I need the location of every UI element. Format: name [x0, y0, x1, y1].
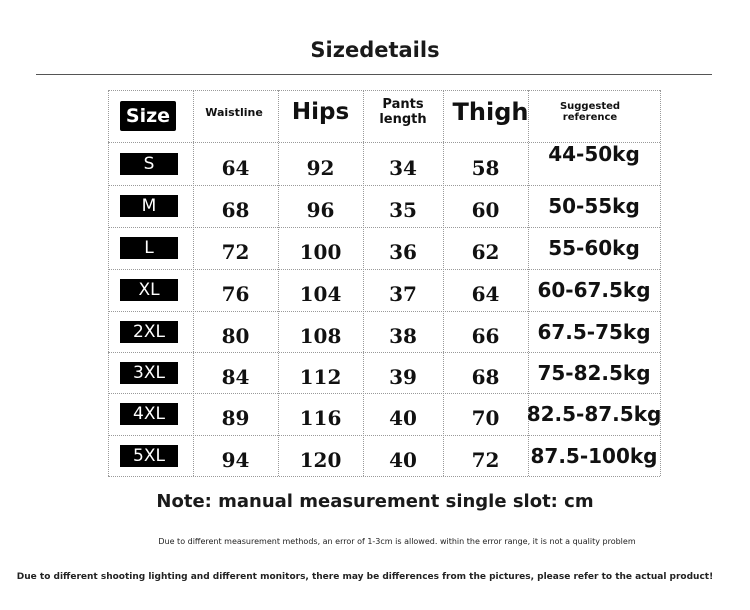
cell-waistline: 89 — [221, 406, 250, 430]
size-chart-table — [108, 90, 660, 476]
cell-thigh: 62 — [471, 240, 500, 264]
cell-thigh: 70 — [471, 406, 500, 430]
cell-suggested-weight: 75-82.5kg — [537, 360, 651, 385]
cell-pants-length: 35 — [389, 198, 417, 222]
cell-waistline: 84 — [221, 364, 250, 389]
header-thigh: Thigh — [452, 98, 529, 126]
cell-suggested-weight: 60-67.5kg — [537, 278, 651, 302]
cell-thigh: 60 — [471, 198, 500, 222]
cell-suggested-weight: 87.5-100kg — [530, 443, 658, 468]
cell-pants-length: 39 — [389, 364, 417, 389]
size-label: S — [120, 153, 178, 175]
cell-pants-length: 40 — [389, 447, 417, 472]
table-row — [108, 142, 660, 185]
disclaimer-measurement: Due to different measurement methods, an error of 1-3cm is allowed. within the error range, it is not a quality problem — [158, 537, 636, 546]
cell-pants-length: 38 — [389, 323, 417, 348]
cell-thigh: 68 — [471, 364, 500, 389]
header-suggested-reference: Suggested reference — [559, 101, 621, 123]
title-divider — [36, 74, 712, 75]
cell-suggested-weight: 44-50kg — [548, 141, 640, 166]
size-label: XL — [120, 279, 178, 301]
table-row — [108, 269, 660, 311]
cell-suggested-weight: 50-55kg — [548, 194, 640, 218]
header-size — [108, 90, 188, 142]
page-title: Sizedetails — [310, 38, 440, 62]
size-label: L — [120, 237, 178, 259]
disclaimer-monitor: Due to different shooting lighting and different monitors, there may be differences from the pictures, please refer to the actual product! — [16, 572, 714, 582]
cell-suggested-weight: 67.5-75kg — [537, 319, 651, 344]
cell-hips: 100 — [299, 240, 342, 264]
cell-hips: 108 — [299, 323, 342, 348]
cell-hips: 116 — [299, 406, 342, 430]
cell-waistline: 94 — [221, 447, 250, 472]
cell-pants-length: 40 — [389, 406, 417, 430]
cell-suggested-weight: 82.5-87.5kg — [526, 402, 662, 426]
cell-waistline: 72 — [221, 240, 250, 264]
grid-row-line — [108, 90, 660, 91]
table-row — [108, 352, 660, 393]
cell-suggested-weight: 55-60kg — [548, 236, 640, 260]
cell-waistline: 68 — [221, 198, 250, 222]
cell-pants-length: 37 — [389, 282, 417, 306]
cell-hips: 92 — [306, 155, 335, 180]
cell-thigh: 66 — [471, 323, 500, 348]
table-row — [108, 393, 660, 435]
cell-hips: 104 — [299, 282, 342, 306]
cell-thigh: 64 — [471, 282, 500, 306]
cell-thigh: 58 — [471, 155, 500, 180]
cell-waistline: 76 — [221, 282, 250, 306]
size-label: 3XL — [120, 362, 178, 384]
size-label: 5XL — [120, 445, 178, 467]
cell-hips: 120 — [299, 447, 342, 472]
header-hips: Hips — [291, 99, 350, 125]
table-row — [108, 435, 660, 476]
cell-waistline: 64 — [221, 155, 250, 180]
cell-thigh: 72 — [471, 447, 500, 472]
cell-hips: 112 — [299, 364, 342, 389]
note: Note: manual measurement single slot: cm — [156, 491, 594, 512]
header-pants-length: Pants length — [379, 97, 427, 127]
cell-pants-length: 36 — [389, 240, 417, 264]
table-row — [108, 185, 660, 227]
cell-pants-length: 34 — [389, 155, 417, 180]
size-label: 2XL — [120, 321, 178, 343]
header-size-label: Size — [120, 101, 176, 131]
cell-hips: 96 — [306, 198, 335, 222]
cell-waistline: 80 — [221, 323, 250, 348]
table-row — [108, 227, 660, 269]
header-waistline: Waistline — [205, 105, 263, 119]
size-label: M — [120, 195, 178, 217]
size-label: 4XL — [120, 403, 178, 425]
table-row — [108, 311, 660, 352]
